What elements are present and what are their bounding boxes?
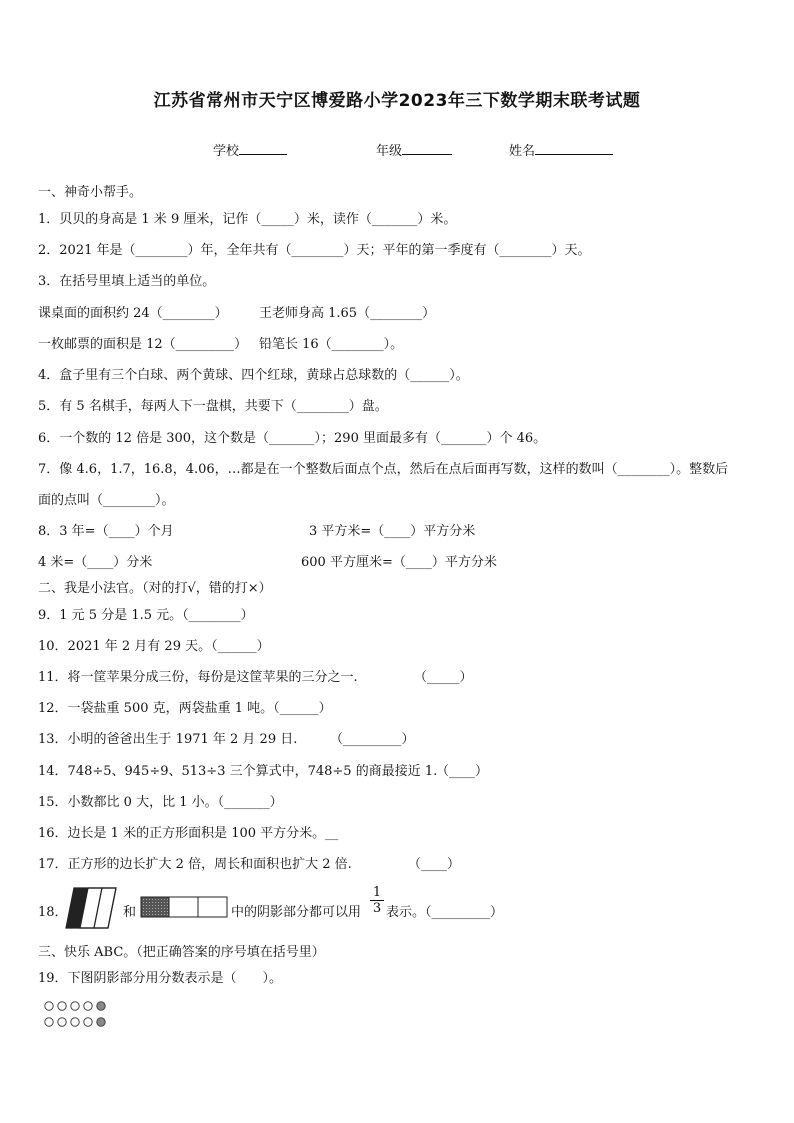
empty-circle bbox=[58, 1018, 66, 1026]
question-5: 5．有 5 名棋手，每两人下一盘棋，共要下（________）盘。 bbox=[38, 399, 388, 414]
school-blank[interactable] bbox=[239, 141, 287, 155]
question-14: 14．748÷5、945÷9、513÷3 三个算式中，748÷5 的商最接近 1. bbox=[38, 764, 438, 779]
question-4: 4．盒子里有三个白球、两个黄球、四个红球，黄球占总球数的（______）。 bbox=[38, 368, 469, 383]
grade-field bbox=[376, 140, 452, 159]
question-18-and: 和 bbox=[123, 905, 137, 920]
fraction-one-third bbox=[370, 885, 384, 916]
section-2-heading: 二、我是小法官。（对的打√，错的打×） bbox=[38, 581, 272, 596]
question-7-line-2: 面的点叫（________）。 bbox=[38, 493, 175, 508]
question-8c: 4 米=（____）分米 bbox=[38, 555, 153, 570]
shaded-circle bbox=[97, 1018, 105, 1026]
question-3b: 王老师身高 1.65（________） bbox=[259, 306, 436, 321]
question-8a: 8．3 年=（____）个月 bbox=[38, 524, 174, 539]
question-13: 13．小明的爸爸出生于 1971 年 2 月 29 日. bbox=[38, 732, 298, 747]
question-14-answer-blank[interactable]: （____） bbox=[436, 764, 489, 779]
school-field bbox=[213, 140, 287, 159]
grade-blank[interactable] bbox=[402, 141, 452, 155]
question-10: 10．2021 年 2 月有 29 天。（______） bbox=[38, 639, 270, 654]
grade-label: 年级 bbox=[376, 144, 403, 159]
question-6: 6．一个数的 12 倍是 300，这个数是（_______）；290 里面最多有（_______）个 46。 bbox=[38, 431, 547, 446]
question-8b: 3 平方米=（____）平方分米 bbox=[309, 524, 476, 539]
unshaded-cell bbox=[198, 897, 227, 917]
question-19: 19．下图阴影部分用分数表示是（ ）。 bbox=[38, 971, 283, 986]
empty-circle bbox=[58, 1002, 66, 1010]
question-12: 12．一袋盐重 500 克，两袋盐重 1 吨。（______） bbox=[38, 701, 332, 716]
question-16: 16．边长是 1 米的正方形面积是 100 平方分米。__ bbox=[38, 826, 339, 841]
unshaded-cell bbox=[169, 897, 198, 917]
question-15: 15．小数都比 0 大，比 1 小。（_______） bbox=[38, 795, 283, 810]
shaded-cell bbox=[141, 897, 169, 917]
name-label: 姓名 bbox=[509, 144, 536, 159]
question-18-number: 18． bbox=[38, 905, 68, 920]
school-label: 学校 bbox=[213, 144, 240, 159]
question-7-line-1: 7．像 4.6，1.7，16.8，4.06，…都是在一个整数后面点个点，然后在点后面再写数，这样的数叫（________）。整数后 bbox=[38, 462, 729, 477]
question-13-answer-blank[interactable]: （_________） bbox=[330, 732, 415, 747]
rectangle-strip-figure bbox=[140, 896, 228, 918]
empty-circle bbox=[71, 1002, 79, 1010]
empty-circle bbox=[84, 1018, 92, 1026]
question-2: 2．2021 年是（________）年，全年共有（________）天；平年的第一季度有（________）天。 bbox=[38, 243, 591, 258]
fraction-denominator: 3 bbox=[372, 901, 382, 916]
empty-circle bbox=[71, 1018, 79, 1026]
question-17: 17．正方形的边长扩大 2 倍，周长和面积也扩大 2 倍. bbox=[38, 857, 352, 872]
empty-circle bbox=[45, 1018, 53, 1026]
name-blank[interactable] bbox=[535, 141, 613, 155]
question-3a: 课桌面的面积约 24（________） bbox=[38, 306, 228, 321]
section-1-heading: 一、神奇小帮手。 bbox=[38, 185, 143, 200]
question-8d: 600 平方厘米=（____）平方分米 bbox=[301, 555, 497, 570]
question-3: 3．在括号里填上适当的单位。 bbox=[38, 274, 216, 289]
question-1: 1．贝贝的身高是 1 米 9 厘米，记作（_____）米，读作（_______）米。 bbox=[38, 212, 457, 227]
page-title: 江苏省常州市天宁区博爱路小学2023年三下数学期末联考试题 bbox=[153, 91, 641, 111]
circles-figure bbox=[44, 998, 124, 1032]
empty-circle bbox=[45, 1002, 53, 1010]
parallelogram-bars-figure bbox=[64, 886, 120, 930]
shaded-circle bbox=[97, 1002, 105, 1010]
question-18-middle-text: 中的阴影部分都可以用 bbox=[231, 905, 362, 920]
fraction-numerator: 1 bbox=[370, 885, 384, 901]
question-11: 11．将一筐苹果分成三份，每份是这筐苹果的三分之一. bbox=[38, 670, 358, 685]
question-18-end-text: 表示。（_________） bbox=[386, 905, 504, 920]
question-3c: 一枚邮票的面积是 12（_________） bbox=[38, 337, 248, 352]
question-3d: 铅笔长 16（________）。 bbox=[259, 337, 404, 352]
section-3-heading: 三、快乐 ABC。（把正确答案的序号填在括号里） bbox=[38, 945, 325, 960]
name-field bbox=[509, 140, 613, 159]
question-17-answer-blank[interactable]: （____） bbox=[408, 857, 461, 872]
empty-circle bbox=[84, 1002, 92, 1010]
question-11-answer-blank[interactable]: （_____） bbox=[414, 670, 473, 685]
question-9: 9．1 元 5 分是 1.5 元。（________） bbox=[38, 608, 254, 623]
